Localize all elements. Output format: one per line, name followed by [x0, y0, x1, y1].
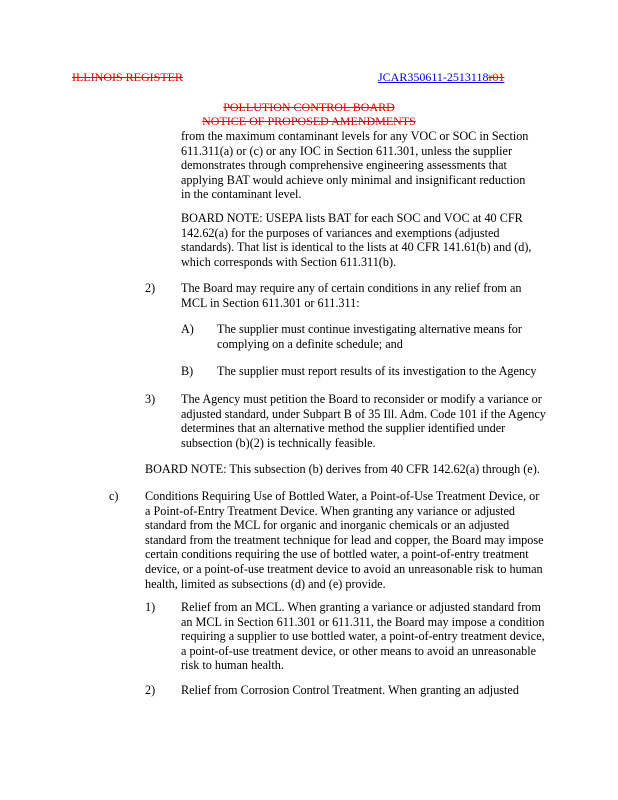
item-line: risk to human health. — [181, 658, 284, 673]
intro-line: demonstrates through comprehensive engineering assessments that — [181, 158, 507, 173]
item-c2-number: 2) — [145, 683, 156, 697]
item-c2-text — [181, 683, 519, 698]
intro-line: 611.311(a) or (c) or any IOC in Section 611.301, unless the supplier — [181, 143, 513, 158]
item-line: standard from the MCL for organic and inorganic chemicals or an adjusted — [145, 518, 510, 533]
item-line: The Board may require any of certain conditions in any relief from an — [181, 281, 522, 295]
item-line: standard from the treatment technique for lead and copper, the Board may impose — [145, 532, 544, 547]
note-line: which corresponds with Section 611.311(b). — [181, 254, 397, 269]
item-line: The Agency must petition the Board to reconsider or modify a variance or — [181, 392, 542, 406]
item-line: The supplier must report results of its investigation to the Agency — [217, 364, 537, 378]
register-header: ILLINOIS REGISTER — [72, 70, 183, 84]
agency-title: POLLUTION CONTROL BOARD — [223, 100, 395, 114]
note-line: standards). That list is identical to the lists at 40 CFR 141.61(b) and (d), — [181, 240, 532, 255]
item-c1-number: 1) — [145, 600, 156, 614]
item-line: complying on a definite schedule; and — [217, 336, 403, 351]
item-a-number: A) — [181, 322, 194, 336]
item-line: health, limited as subsections (d) and (e) provide. — [145, 576, 386, 591]
intro-paragraph — [181, 129, 528, 202]
item-line: The supplier must continue investigating alternative means for — [217, 322, 522, 336]
jcar-revision: r01 — [488, 70, 505, 84]
item-line: subsection (b)(2) is technically feasible. — [181, 435, 376, 450]
item-c-text — [145, 489, 544, 591]
item-a-text — [217, 322, 522, 351]
item-line: determines that an alternative method the supplier identified under — [181, 421, 506, 436]
board-note-bat — [181, 211, 531, 269]
note-line: BOARD NOTE: USEPA lists BAT for each SOC and VOC at 40 CFR — [181, 211, 523, 225]
item-c-number: c) — [109, 489, 119, 503]
item-line: Relief from an MCL. When granting a variance or adjusted standard from — [181, 600, 541, 614]
item-line: a Point-of-Entry Treatment Device. When granting any variance or adjusted — [145, 503, 516, 518]
item-c1-text — [181, 600, 545, 673]
item-b-text — [217, 364, 537, 379]
item-line: Conditions Requiring Use of Bottled Water, a Point-of-Use Treatment Device, or — [145, 489, 540, 503]
item-3-number: 3) — [145, 392, 156, 406]
item-2-number: 2) — [145, 281, 156, 295]
item-line: adjusted standard, under Subpart B of 35 Ill. Adm. Code 101 if the Agency — [181, 406, 546, 421]
note-line: 142.62(a) for the purposes of variances and exemptions (adjusted — [181, 225, 500, 240]
item-3-text — [181, 392, 546, 450]
item-line: Relief from Corrosion Control Treatment. When granting an adjusted — [181, 683, 519, 697]
board-note-subsection-b — [145, 462, 540, 477]
item-line: a point-of-use treatment device, or other means to avoid an unreasonable — [181, 643, 536, 658]
notice-title: NOTICE OF PROPOSED AMENDMENTS — [202, 114, 416, 128]
item-b-number: B) — [181, 364, 194, 378]
item-line: MCL in Section 611.301 or 611.311: — [181, 295, 360, 310]
item-line: certain conditions requiring the use of bottled water, a point-of-entry treatment — [145, 547, 529, 562]
item-line: device, or a point-of-use treatment device to avoid an unreasonable risk to human — [145, 561, 543, 576]
intro-line: applying BAT would achieve only minimal and insignificant reduction — [181, 172, 526, 187]
intro-line: from the maximum contaminant levels for any VOC or SOC in Section — [181, 129, 529, 143]
jcar-reference — [378, 70, 504, 85]
jcar-number: JCAR350611-2513118 — [378, 70, 489, 84]
item-2-text — [181, 281, 521, 310]
item-line: requiring a supplier to use bottled water, a point-of-entry treatment device, — [181, 629, 545, 644]
note-line: BOARD NOTE: This subsection (b) derives from 40 CFR 142.62(a) through (e). — [145, 462, 540, 476]
item-line: an MCL in Section 611.301 or 611.311, the Board may impose a condition — [181, 614, 545, 629]
intro-line: in the contaminant level. — [181, 187, 302, 202]
